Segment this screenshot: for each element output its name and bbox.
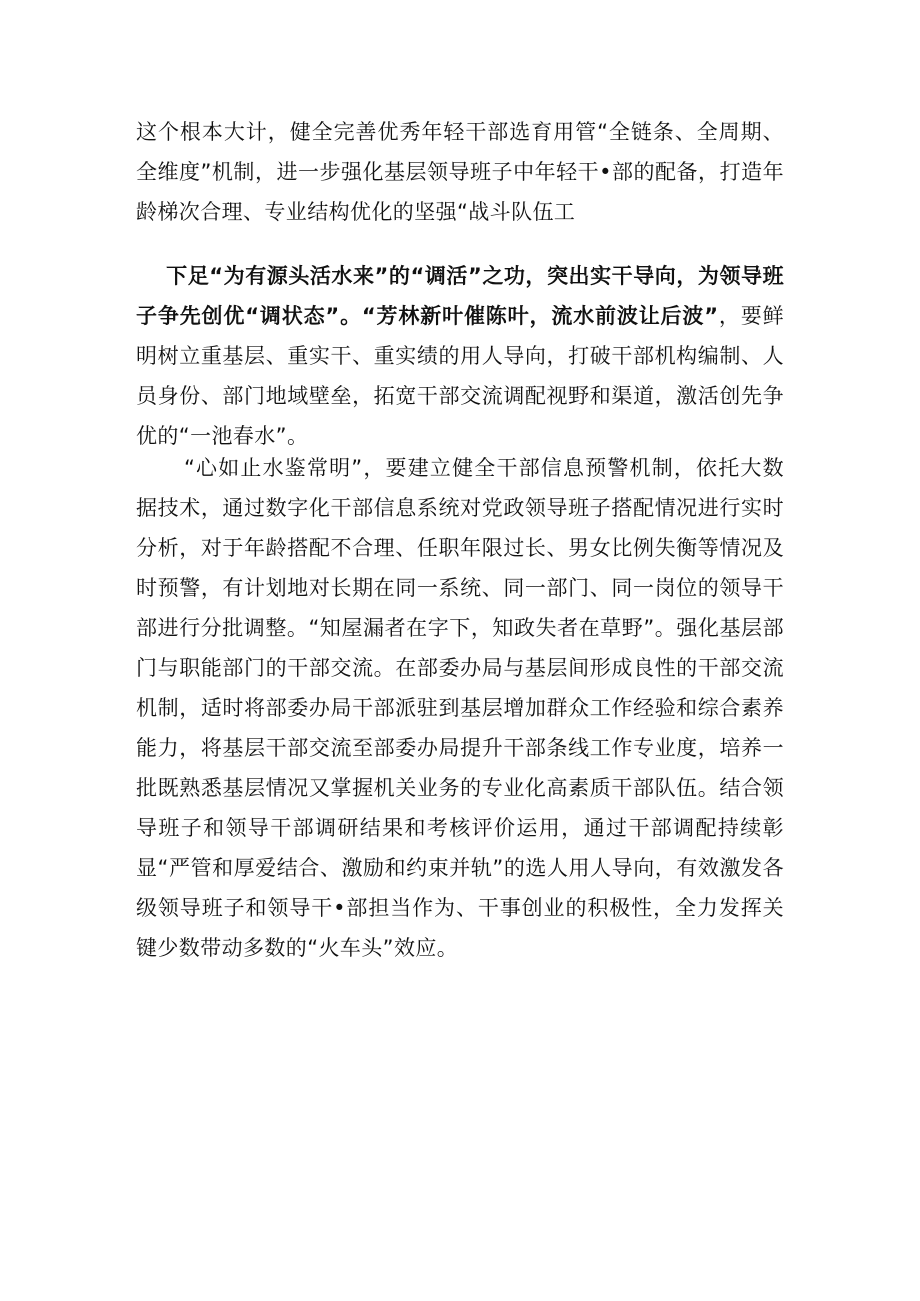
paragraph-3 <box>136 448 784 968</box>
paragraph-3-text: “心如止水鉴常明”，要建立健全干部信息预警机制，依托大数据技术，通过数字化干部信息系统对党政领导班子搭配情况进行实时分析，对于年龄搭配不合理、任职年限过长、男女比例失衡等情况及时预警，有计划地对长期在同一系统、同一部门、同一岗位的领导干部进行分批调整。“知屋漏者在字下，知政失者在草野”。强化基层部门与职能部门的干部交流。在部委办局与基层间形成良性的干部交流机制，适时将部委办局干部派驻到基层增加群众工作经验和综合素养能力，将基层干部交流至部委办局提升干部条线工作专业度，培养一批既熟悉基层情况又掌握机关业务的专业化高素质干部队伍。结合领导班子和领导干部调研结果和考核评价运用，通过干部调配持续彰显“严管和厚爱结合、激励和约束并轨”的选人用人导向，有效激发各级领导班子和领导干•部担当作为、干事创业的积极性，全力发挥关键少数带动多数的“火车头”效应。 <box>136 456 784 960</box>
paragraph-2-heading: 下足“为有源头活水来”的“调活”之功，突出实干导向，为领导班子争先创优“调状态”。“芳林新叶催陈叶，流水前波让后波” <box>136 264 784 328</box>
paragraph-2 <box>136 256 784 456</box>
paragraph-1-text: 这个根本大计，健全完善优秀年轻干部选育用管“全链条、全周期、全维度”机制，进一步强化基层领导班子中年轻干•部的配备，打造年龄梯次合理、专业结构优化的坚强“战斗队伍工 <box>136 120 784 224</box>
paragraph-2-body: ，要鲜明树立重基层、重实干、重实绩的用人导向，打破干部机构编制、人员身份、部门地域壁垒，拓宽干部交流调配视野和渠道，激活创先争优的“一池春水”。 <box>136 304 785 448</box>
paragraph-1 <box>136 112 784 232</box>
